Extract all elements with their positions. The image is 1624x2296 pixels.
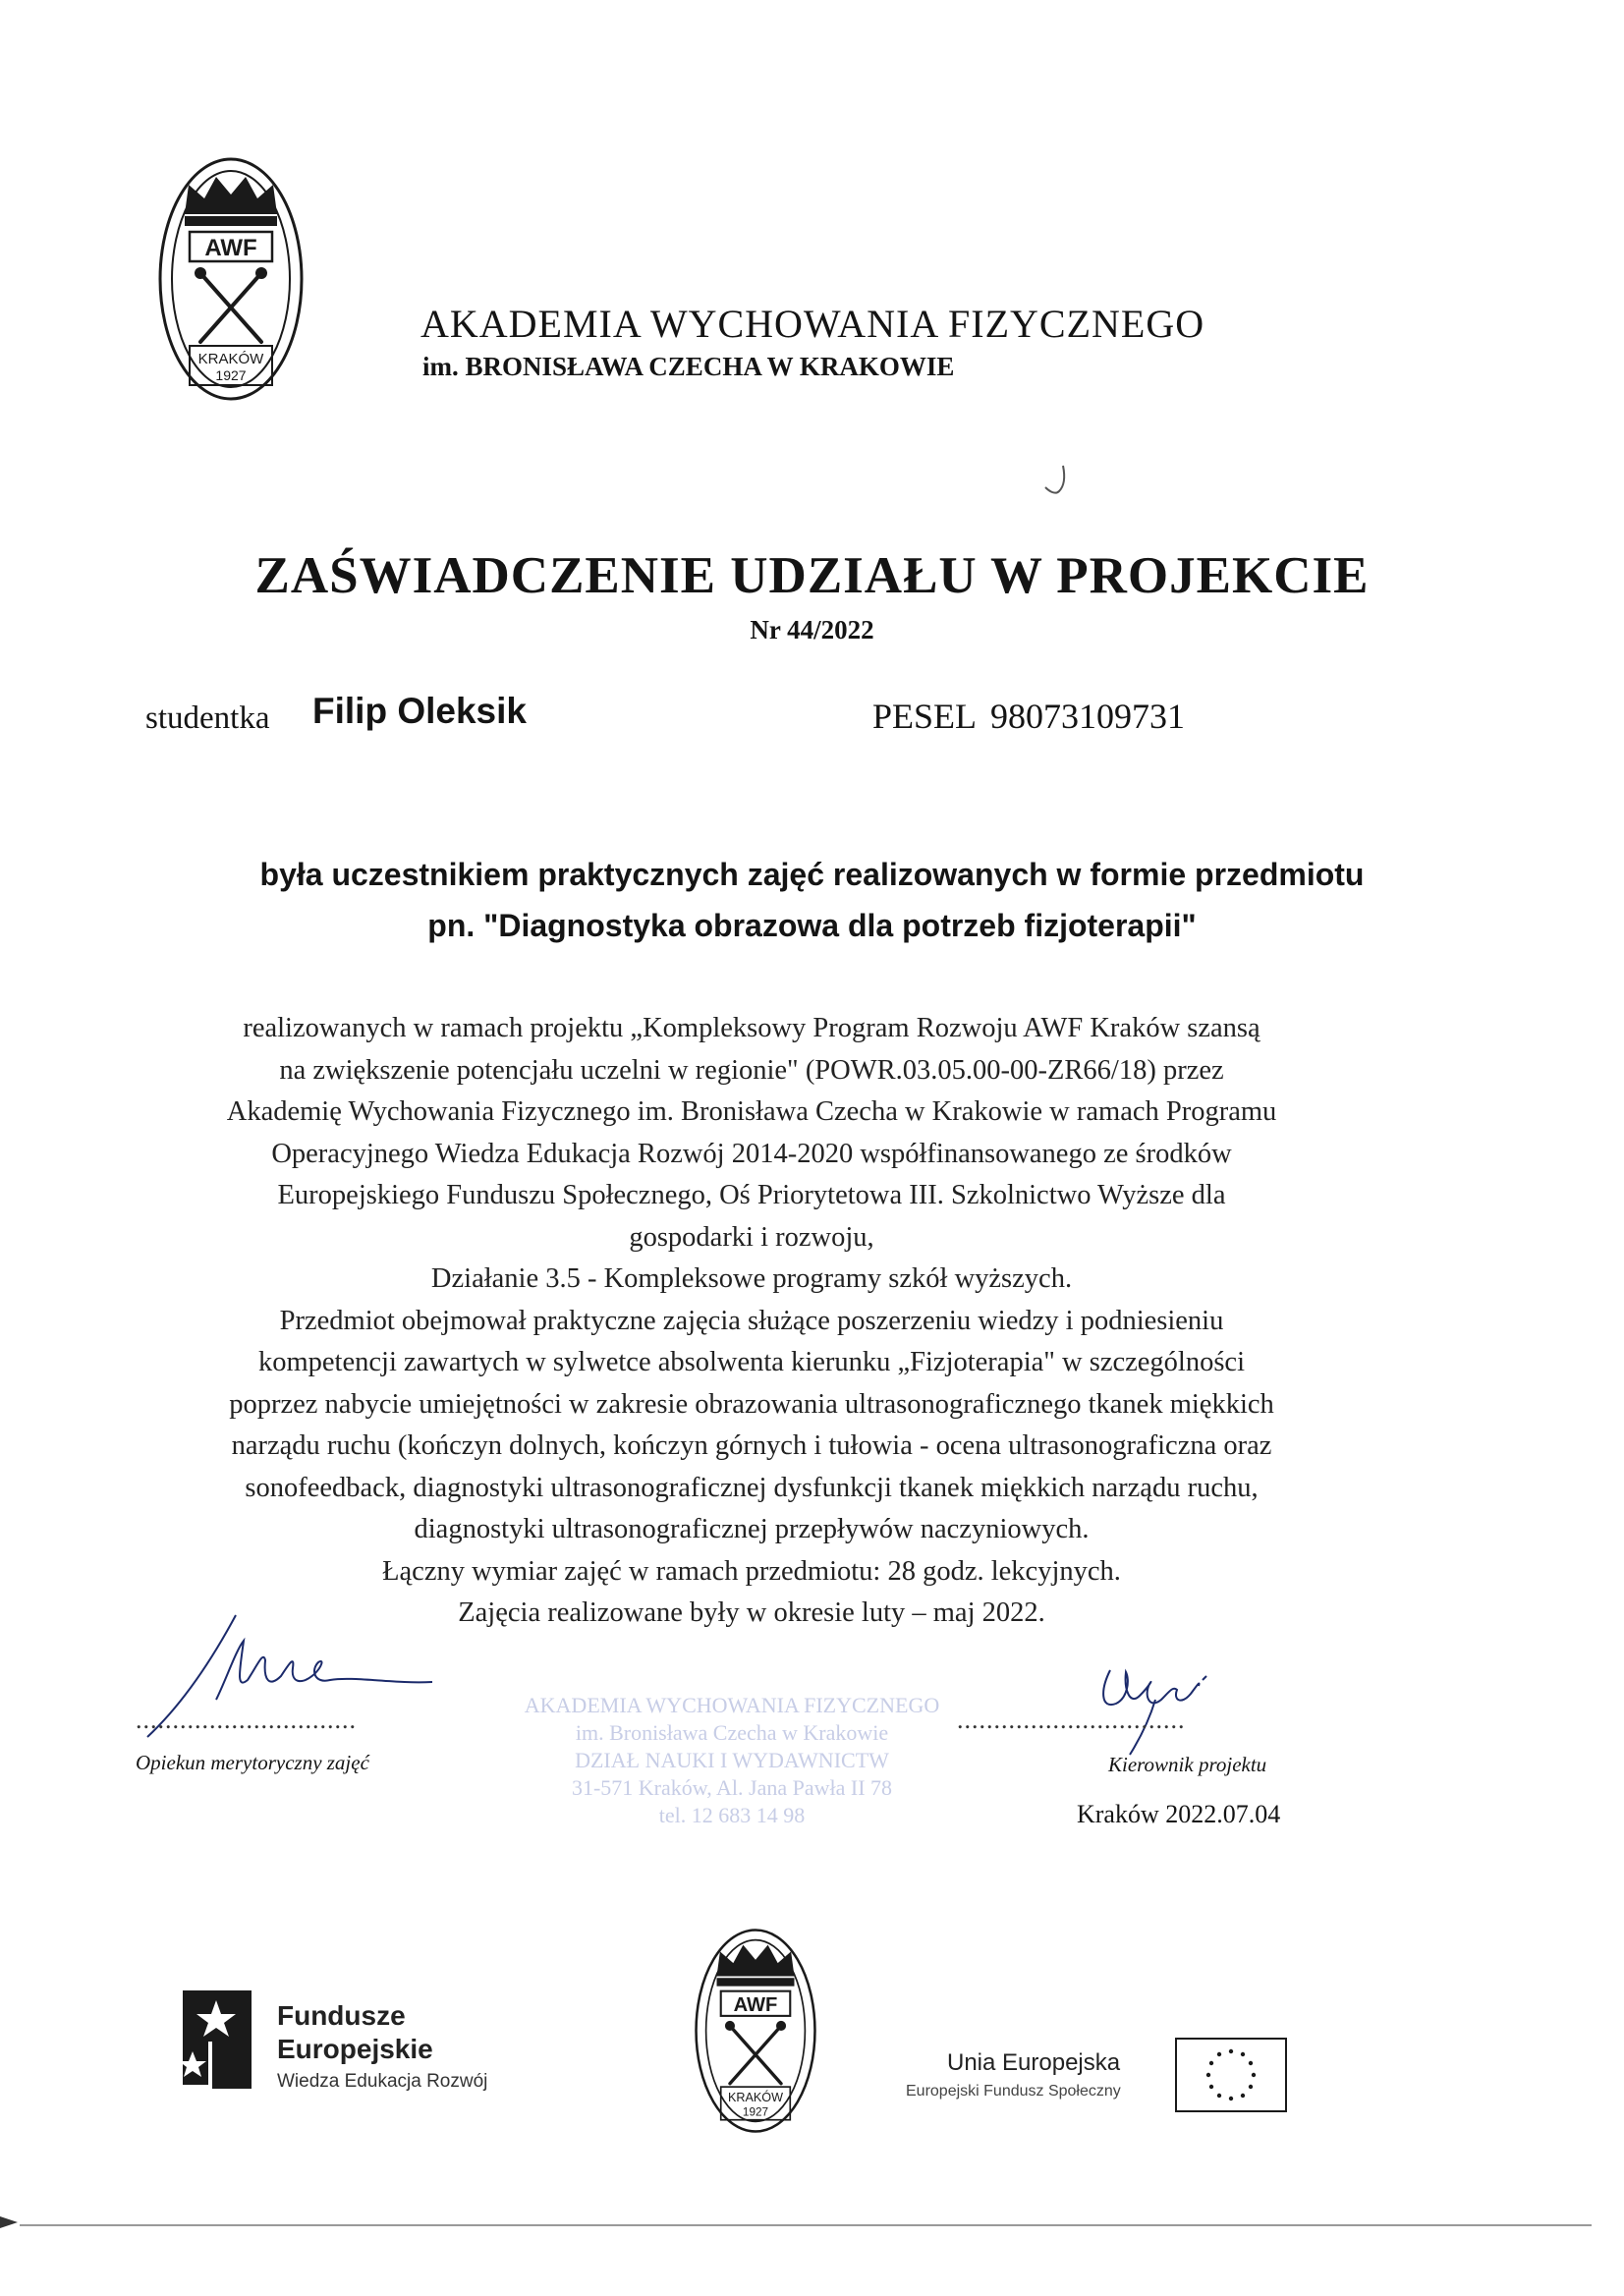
student-name: Filip Oleksik bbox=[312, 691, 527, 731]
document-number: Nr 44/2022 bbox=[750, 615, 874, 644]
body-line: kompetencji zawartych w sylwetce absolwenta kierunku „Fizjoterapia" w szczególności bbox=[257, 1347, 1245, 1377]
crown-icon bbox=[185, 177, 277, 214]
pesel-label: PESEL bbox=[872, 697, 978, 736]
fe-line-3: Wiedza Edukacja Rozwój bbox=[277, 2071, 488, 2092]
signature-line-right: ............................... bbox=[957, 1706, 1186, 1734]
fe-line-1: Fundusze bbox=[277, 2000, 406, 2031]
signature-right bbox=[1071, 1651, 1287, 1759]
fundusze-europejskie-logo-icon bbox=[183, 1990, 252, 2089]
logo-top-badge: AWF bbox=[204, 235, 257, 261]
student-row bbox=[145, 691, 1324, 750]
crossed-scepters-icon bbox=[200, 273, 261, 342]
body-line: Europejskiego Funduszu Społecznego, Oś Priorytetowa III. Szkolnictwo Wyższe dla bbox=[277, 1180, 1226, 1210]
body-line: narządu ruchu (kończyn dolnych, kończyn górnych i tułowia - ocena ultrasonograficzna oraz bbox=[231, 1430, 1272, 1461]
student-label: studentka bbox=[145, 700, 270, 736]
pesel-value: 98073109731 bbox=[990, 697, 1185, 736]
caption-left: Opiekun merytoryczny zajęć bbox=[136, 1751, 369, 1774]
logo-bottom-badge: AWF bbox=[733, 1993, 778, 2016]
university-subtitle: im. BRONISŁAWA CZECHA W KRAKOWIE bbox=[422, 352, 955, 381]
body-line: na zwiększenie potencjału uczelni w regionie" (POWR.03.05.00-00-ZR66/18) przez bbox=[279, 1054, 1224, 1086]
university-name: AKADEMIA WYCHOWANIA FIZYCZNEGO bbox=[420, 302, 1205, 346]
faded-stamp bbox=[511, 1692, 953, 1829]
body-text bbox=[138, 1008, 1366, 1635]
logo-top-city: KRAKÓW bbox=[197, 351, 264, 367]
caption-right: Kierownik projektu bbox=[1108, 1753, 1267, 1776]
body-line: Operacyjnego Wiedza Edukacja Rozwój 2014-2020 współfinansowanego ze środków bbox=[271, 1138, 1232, 1169]
pen-tick-mark bbox=[1041, 462, 1071, 501]
body-line: Zajęcia realizowane były w okresie luty – maj 2022. bbox=[458, 1597, 1045, 1628]
body-line: sonofeedback, diagnostyki ultrasonograficznej dysfunkcji tkanek miękkich narządu ruchu, bbox=[245, 1472, 1259, 1503]
body-line: diagnostyki ultrasonograficznej przepływów naczyniowych. bbox=[414, 1514, 1090, 1544]
stamp-line: DZIAŁ NAUKI I WYDAWNICTW bbox=[575, 1748, 889, 1772]
scan-edge-mark bbox=[0, 2197, 29, 2236]
eu-flag-icon bbox=[1175, 2038, 1287, 2112]
eu-line-2: Europejski Fundusz Społeczny bbox=[906, 2083, 1121, 2100]
fe-line-2: Europejskie bbox=[277, 2034, 433, 2064]
awf-logo-bottom bbox=[694, 1926, 817, 2136]
body-line: Łączny wymiar zajęć w ramach przedmiotu: 28 godz. lekcyjnych. bbox=[382, 1555, 1121, 1587]
logo-bottom-city: KRAKÓW bbox=[728, 2091, 783, 2105]
document-title: ZAŚWIADCZENIE UDZIAŁU W PROJEKCIE bbox=[254, 547, 1370, 604]
body-line: gospodarki i rozwoju, bbox=[629, 1221, 874, 1253]
body-line: realizowanych w ramach projektu „Kompleksowy Program Rozwoju AWF Kraków szansą bbox=[243, 1013, 1260, 1043]
body-line: poprzez nabycie umiejętności w zakresie obrazowania ultrasonograficznego tkanek miękkich bbox=[229, 1388, 1274, 1420]
crown-icon bbox=[717, 1945, 795, 1977]
stamp-line: im. Bronisława Czecha w Krakowie bbox=[575, 1720, 889, 1745]
awf-logo-top bbox=[157, 155, 305, 403]
logo-top-year: 1927 bbox=[215, 367, 247, 383]
body-line: Akademię Wychowania Fizycznego im. Bronisława Czecha w Krakowie w ramach Programu bbox=[226, 1096, 1277, 1127]
body-line: Działanie 3.5 - Kompleksowe programy szkół wyższych. bbox=[430, 1263, 1073, 1294]
stamp-line: AKADEMIA WYCHOWANIA FIZYCZNEGO bbox=[524, 1693, 940, 1717]
crossed-scepters-icon bbox=[730, 2026, 781, 2084]
stamp-line: 31-571 Kraków, Al. Jana Pawła II 78 bbox=[571, 1775, 893, 1800]
stamp-line: tel. 12 683 14 98 bbox=[658, 1803, 806, 1827]
logo-bottom-year: 1927 bbox=[742, 2105, 769, 2119]
bottom-rule bbox=[20, 2224, 1592, 2226]
participation-line-1: była uczestnikiem praktycznych zajęć realizowanych w formie przedmiotu bbox=[259, 857, 1365, 892]
eu-line-1: Unia Europejska bbox=[947, 2049, 1121, 2076]
participation-line-2: pn. "Diagnostyka obrazowa dla potrzeb fizjoterapii" bbox=[427, 908, 1197, 943]
signature-line-left: .............................. bbox=[136, 1706, 357, 1734]
body-line: Przedmiot obejmował praktyczne zajęcia służące poszerzeniu wiedzy i podniesieniu bbox=[279, 1305, 1224, 1336]
place-date: Kraków 2022.07.04 bbox=[1077, 1800, 1281, 1828]
